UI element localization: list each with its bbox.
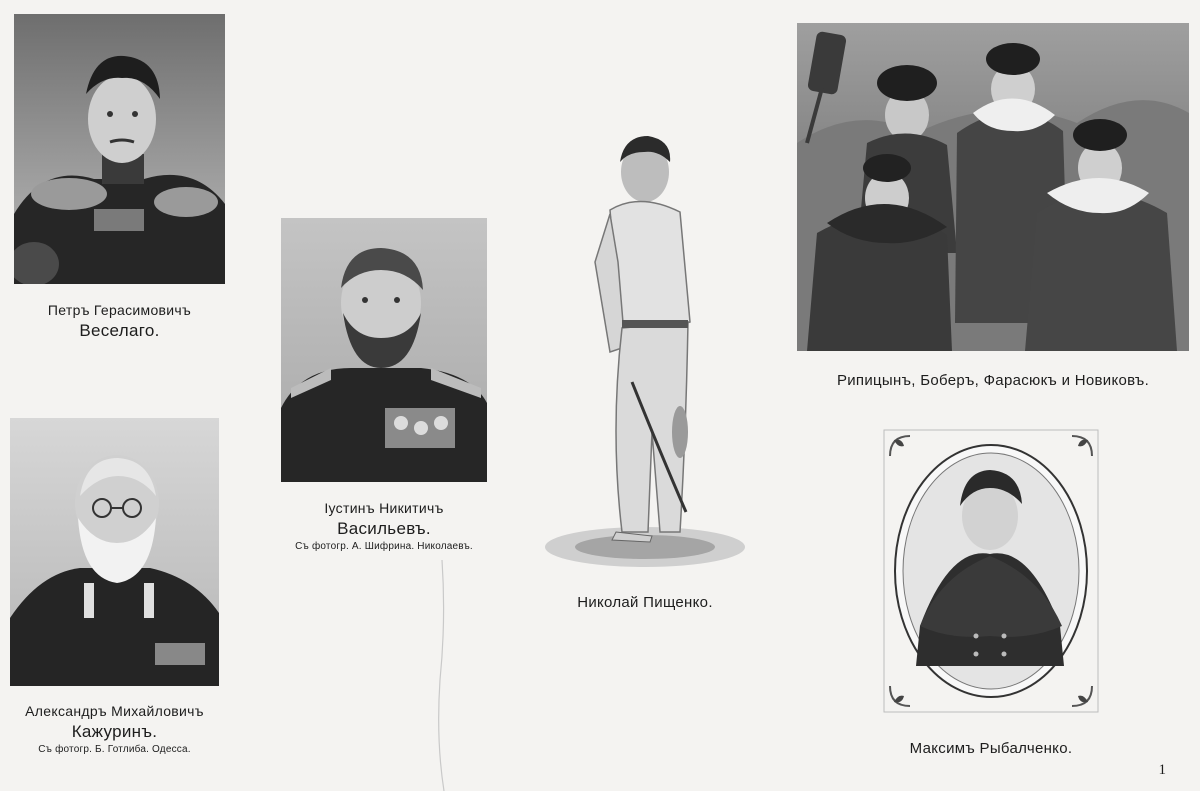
- portrait-kazhurin-photo-credit: Съ фотогр. Б. Готлиба. Одесса.: [38, 743, 191, 755]
- portrait-veselago-photo: [14, 14, 225, 284]
- portrait-rybalchenko-caption: [880, 740, 1102, 759]
- portrait-kazhurin-first-name: Александръ Михайловичъ: [25, 703, 204, 719]
- portrait-veselago-caption: [14, 302, 225, 341]
- portrait-veselago-last-name: Веселаго.: [79, 320, 160, 340]
- portrait-kazhurin-last-name: Кажуринъ.: [71, 721, 158, 741]
- portrait-rybalchenko-name: Максимъ Рыбалченко.: [909, 740, 1073, 757]
- portrait-veselago-first-name: Петръ Герасимовичъ: [47, 302, 192, 318]
- portrait-group-caption: [797, 372, 1189, 391]
- portrait-pishchenko-name: Николай Пищенко.: [577, 594, 713, 611]
- paper-crease: [432, 560, 454, 791]
- page-number: 1: [1158, 762, 1166, 778]
- portrait-pishchenko-photo: [540, 132, 750, 572]
- portrait-vasilev-last-name: Васильевъ.: [337, 518, 431, 538]
- portrait-kazhurin-photo: [10, 418, 219, 686]
- portrait-group-photo: [797, 23, 1189, 351]
- portrait-rybalchenko-photo: [880, 426, 1102, 716]
- portrait-vasilev-photo: [281, 218, 487, 482]
- portrait-vasilev-first-name: Іустинъ Никитичъ: [324, 500, 444, 516]
- portrait-pishchenko-caption: [540, 594, 750, 613]
- portrait-group-names: Рипицынъ, Боберъ, Фарасюкъ и Новиковъ.: [836, 372, 1150, 389]
- portrait-kazhurin-caption: [0, 703, 229, 756]
- portrait-vasilev-photo-credit: Съ фотогр. А. Шифрина. Николаевъ.: [295, 540, 473, 552]
- portrait-vasilev-caption: [281, 500, 487, 553]
